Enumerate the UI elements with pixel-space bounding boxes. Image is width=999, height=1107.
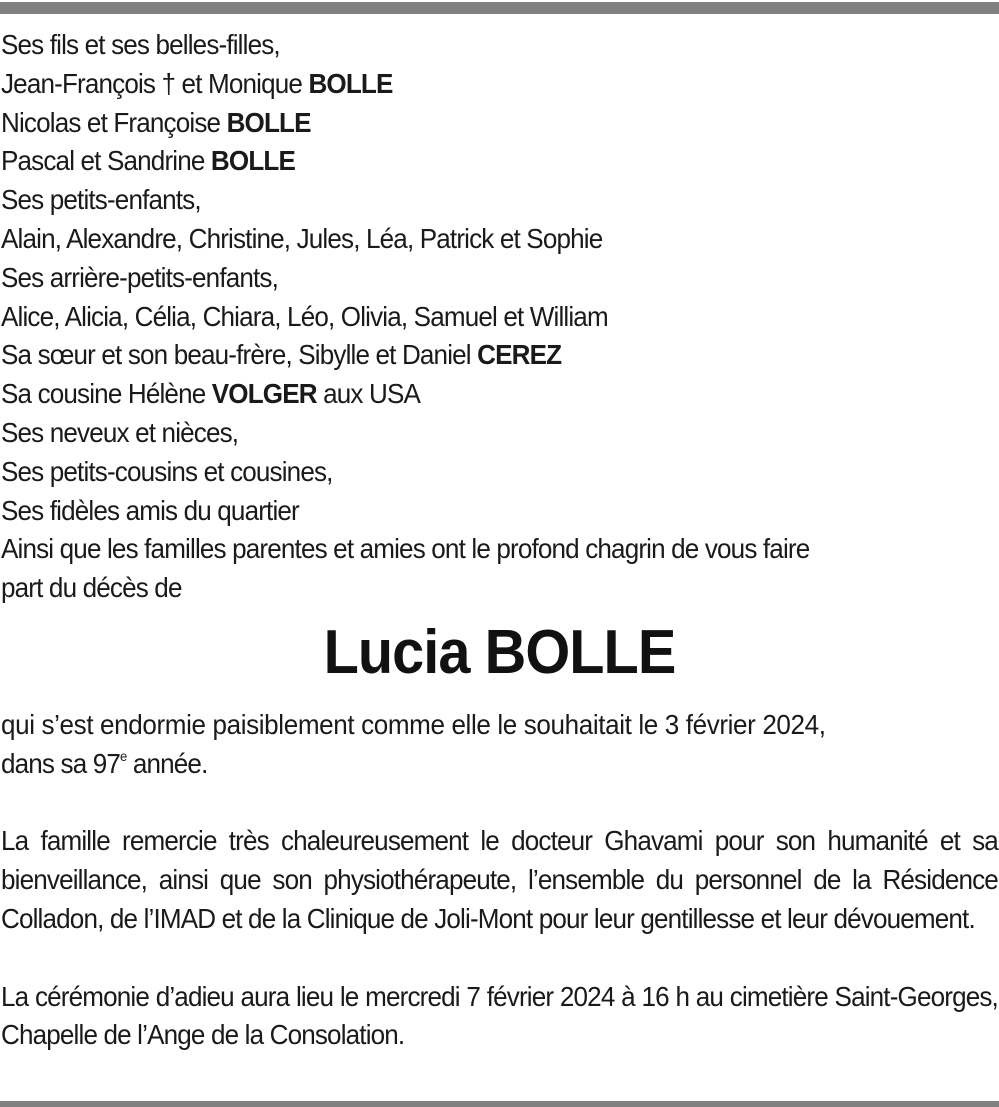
ceremony-paragraph: La cérémonie d’adieu aura lieu le mercredi 7 février 2024 à 16 h au cimetière Saint-Georges, Chapelle de l’Ange de la Consolation.: [1, 980, 998, 1051]
nephews-line: Ses neveux et nièces,: [1, 416, 239, 448]
friends-line: Ses fidèles amis du quartier: [1, 494, 299, 526]
passing-line: [1, 706, 998, 745]
member-surname: CEREZ: [477, 339, 562, 371]
bottom-rule: [0, 1101, 999, 1107]
member-names: Jean-François † et Monique: [1, 67, 303, 99]
ordinal-suffix: e: [120, 747, 127, 764]
member-names: Pascal et Sandrine: [1, 145, 205, 177]
age-suffix: année.: [126, 747, 208, 779]
paragraph-gap: [1, 939, 998, 978]
sons-intro: Ses fils et ses belles-filles,: [1, 29, 280, 60]
great-grandchildren-intro: Ses arrière-petits-enfants,: [1, 261, 278, 293]
family-member-line: [1, 142, 998, 181]
obituary-notice: [1, 26, 998, 1055]
grandchildren-list: Alain, Alexandre, Christine, Jules, Léa, Patrick et Sophie: [1, 222, 603, 254]
announcement-line: Ainsi que les familles parentes et amies ont le profond chagrin de vous faire: [1, 533, 810, 565]
deceased-name: Lucia BOLLE: [323, 617, 676, 687]
family-member-line: [1, 104, 998, 143]
cousin-line: [1, 375, 998, 414]
passing-text: qui s’est endormie paisiblement comme elle le souhaitait le 3 février 2024,: [1, 708, 826, 740]
second-cousins-line: Ses petits-cousins et cousines,: [1, 455, 333, 487]
cousin-location: aux USA: [323, 378, 421, 410]
member-names: Sa cousine Hélène: [1, 378, 206, 410]
age-prefix: dans sa 97: [1, 747, 121, 779]
top-rule: [0, 2, 999, 14]
paragraph-gap: [1, 784, 998, 823]
member-surname: VOLGER: [211, 378, 317, 410]
member-surname: BOLLE: [308, 67, 393, 99]
age-line: [1, 745, 998, 784]
member-names: Nicolas et Françoise: [1, 106, 221, 138]
thanks-paragraph: La famille remercie très chaleureusement le docteur Ghavami pour son humanité et sa bienveillance, ainsi que son physiothérapeute, l’ensemble du personnel de la Résidence Colladon, de l’IMAD et de la Clinique de Joli-Mont pour leur gentillesse et leur dévouement.: [1, 825, 998, 934]
family-member-line: [1, 65, 998, 104]
great-grandchildren-list: Alice, Alicia, Célia, Chiara, Léo, Olivia, Samuel et William: [1, 300, 608, 332]
sister-line: [1, 336, 998, 375]
member-names: Sa sœur et son beau-frère, Sibylle et Daniel: [1, 339, 471, 371]
grandchildren-intro: Ses petits-enfants,: [1, 184, 201, 216]
member-surname: BOLLE: [226, 106, 311, 138]
member-surname: BOLLE: [210, 145, 295, 177]
announcement-line: part du décès de: [1, 572, 182, 604]
